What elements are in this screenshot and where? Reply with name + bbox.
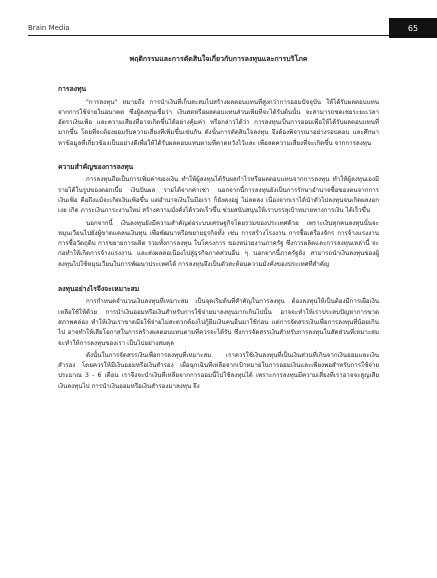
brand-label: Brain Media bbox=[28, 24, 70, 32]
section-heading-investment: การลงทุน bbox=[58, 85, 87, 94]
page-number: 65 bbox=[407, 23, 419, 33]
paragraph: นอกจากนี้ เงินลงทุนยังมีความสำคัญต่อระบบเศรษฐกิจโดยรวมของประเทศด้วย เพราะเงินทุกคนลงทุนนั้นจะหมุนเวียนไปยังผู้ขาดแคลนเงินทุน เพื่อพัฒนาหรือขยายธุรกิจทั้ง เช่น การสร้างโรงงาน การซื้อเครื่องจักร การจ้างแรงงาน การซื้อวัตถุดิบ การขยายการผลิต รวมทั้งการลงทุน ในโครงการ ของหน่วยงานภาครัฐ ซึ่งการผลิตและการลงทุนเหล่านี้ จะก่อทำให้เกิดการจ้างแรงงาน และส่งผลต่อเนื่องไปสู่ธุรกิจภาคส่วนอื่น ๆ นอกจากนี้ภาครัฐยัง สามารถนำเงินลงทุนของผู้ลงทุนไปใช้หมุนเวียนในการพัฒนาประเทศได้ การลงทุนจึงเป็นตัวสะท้อนความมั่งคั่งของประเทศที่สำคัญ bbox=[58, 219, 379, 268]
section-heading-how-to-invest: ลงทุนอย่างไรจึงจะเหมาะสม bbox=[58, 285, 140, 294]
paragraph: การกำหนดจำนวนเงินลงทุนที่เหมาะสม เป็นจุดเริ่มต้นที่สำคัญในการลงทุน ต้องลงทุนให้เป็นต้องมีการเผื่อเงินเหลือใช้ให้ด้วย การนำเงินออมหรือเงินสำหรับการใช้จ่ายมาลงทุนมากเกินไปนั้น อาจจะทำให้เราประสบปัญหาการขาดสภาพคล่อง ทำให้เงินเราขาดมือใช้จ่ายไม่สะดวกต้องไปกู้ยืมเงินคนอื่นมาใช้ก่อน แต่การจัดสรรเงินเพื่อการลงทุนที่น้อยเกินไป อาจทำให้เสียโอกาสในการสร้างผลตอบแทนตามที่ควรจะได้รับ ซึ่งการจัดสรรเงินสำหรับการลงทุนในสัดส่วนที่เหมาะสมจะทำให้การลงทุนของเรา เป็นไปอย่างสมดุล bbox=[58, 298, 379, 347]
paragraph: การลงทุนถือเป็นการเพิ่มค่าของเงิน ทำให้ผู้ลงทุนได้รับผลกำไรหรือผลตอบแทนจากการลงทุน ทำให้ผู้ลงทุนเองมีรายได้ในรูปของดอกเบี้ย เงินปันผล รายได้จากค่าเช่า นอกจากนี้การลงทุนยังเป็นการรักษาอำนาจซื้อของตนจากการเงินเฟ้อ คือถึงแม้จะเกิดเงินเฟ้อขึ้น แต่อำนาจเงินในมือเรา ก็ยังคงอยู่ ไม่ลดลง เนื่องจากเราได้นำตัวไปลงทุนจนเกิดผลงอกเงย เกิด ภาระเงินภาระงานใหม่ สร้างความมั่งคั่งได้รวดเร็วขึ้น ช่วยสนับสนุนให้เราบรรลุเป้าหมายทางการเงิน ได้เร็วขึ้น bbox=[58, 176, 379, 215]
page-number-box bbox=[389, 18, 437, 38]
paragraph: ดังนั้นในการจัดสรรเงินเพื่อการลงทุนที่เหมาะสม เราควรใช้เงินลงทุนที่เป็นเงินส่วนที่เกินจากเงินออมและเงินสำรอง โดยควรให้มีเงินออมหรือเงินสำรอง เผื่อฉุกเฉินที่เหลือจากเป้าหมายในการออมเงินและเพียงพอสำหรับการใช้จ่าย ประมาณ 3 - 6 เดือน เราจึงจะนำเงินที่เหลือจากการออมนี้ไปใช้ลงทุนได้ เพราะการลงทุนมีความเสี่ยงที่เราอาจจะสูญเสียเงินลงทุนไป การนำเงินออมหรือเงินสำรองมาลงทุน จึง bbox=[58, 351, 379, 390]
document-body bbox=[58, 54, 379, 394]
paragraph: "การลงทุน" หมายถึง การนำเงินที่เก็บสะสมไปสร้างผลตอบแทนที่สูงกว่าการออมปัจจุบัน ให้ได้รับผลตอบแทนจากการใช้จ่ายในอนาคต ซึ่งผู้ลงทุนเชื่อว่า เงินสดหรือผลตอบแทนส่วนเพิ่มที่จะได้รับต้นนั้น จะสามารถชดเชยระยะเวลา อัตราเงินเฟ้อ และความเสี่ยงที่อาจเกิดขึ้นได้อย่างคุ้มค่า หรือกล่าวได้ว่า การลงทุนเป็นการออมเพื่อให้ได้รับผลตอบแทนที่มากขึ้น โดยที่จะต้องยอมรับความเสี่ยงที่เพิ่มขึ้นเช่นกัน ดังนั้นการตัดสินใจลงทุน จึงต้องพิจารณาอย่างรอบคอบ และศึกษาหาข้อมูลที่เกี่ยวข้องเป็นอย่างดีเพื่อให้ได้รับผลตอบแทนตามที่คาดหวังไว้และ เพื่อลดความเสี่ยงที่จะเกิดขึ้น จากการลงทุน bbox=[58, 98, 379, 147]
section-heading-importance: ความสำคัญของการลงทุน bbox=[58, 163, 134, 172]
chapter-title: พฤติกรรมและการตัดสินใจเกี่ยวกับการลงทุนและการบริโภค bbox=[129, 55, 308, 63]
header-rule bbox=[28, 35, 389, 36]
page-header bbox=[0, 0, 437, 40]
